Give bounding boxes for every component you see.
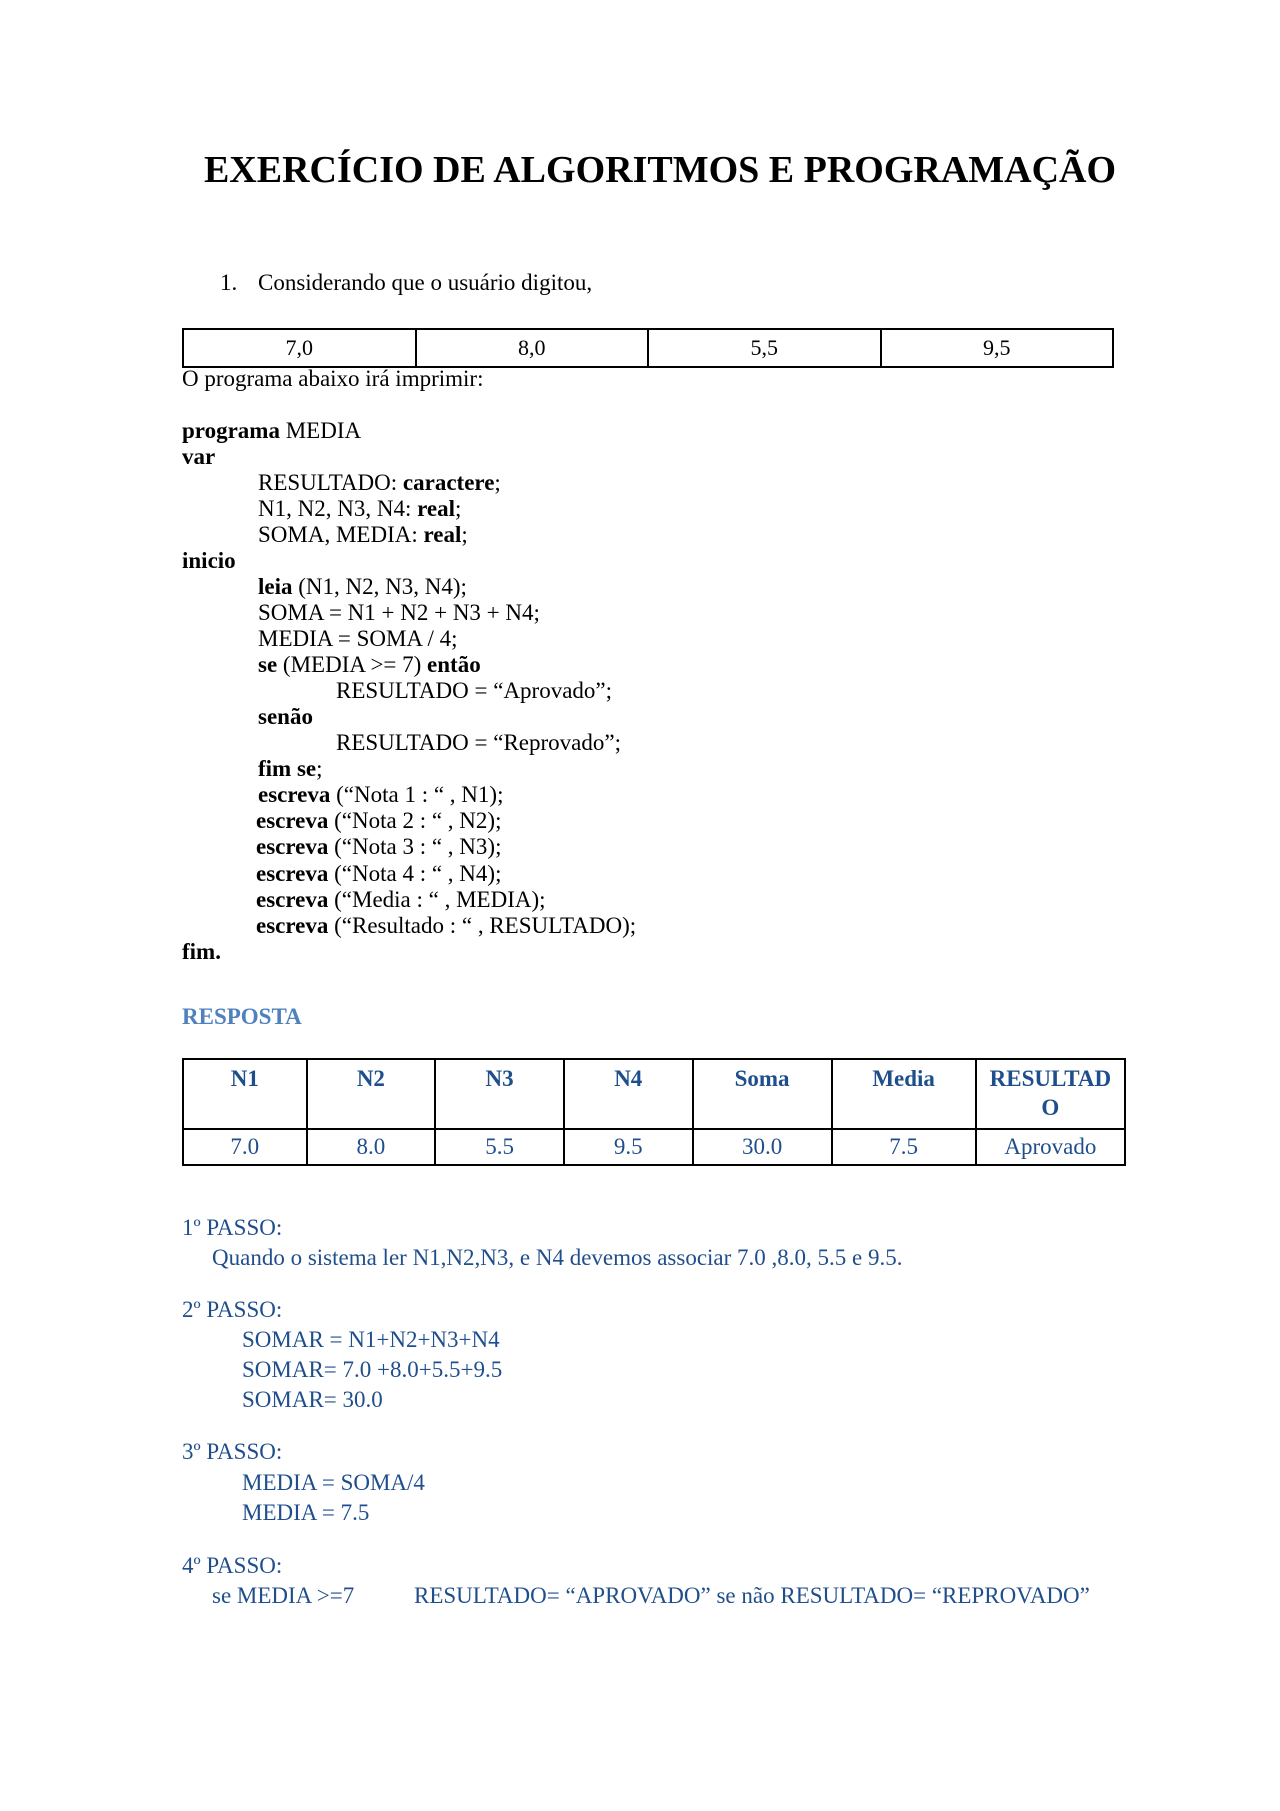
step-title: 3º PASSO: (182, 1439, 283, 1464)
code-keyword: escreva (258, 782, 331, 807)
code-keyword: real (423, 522, 462, 547)
table-cell: 7.0 (183, 1129, 307, 1165)
input-cell: 5,5 (648, 329, 881, 367)
code-text: (“Resultado : “ , RESULTADO); (328, 913, 637, 938)
step-text: MEDIA = SOMA/4 (242, 1470, 425, 1495)
answer-table (182, 1058, 1126, 1166)
column-header: N4 (564, 1059, 693, 1129)
step-text: SOMAR= 30.0 (242, 1387, 383, 1412)
code-keyword: escreva (256, 861, 329, 886)
question-text: Considerando que o usuário digitou, (258, 270, 593, 295)
table-row (183, 1129, 1125, 1165)
code-text: RESULTADO: (258, 470, 403, 495)
code-text: (N1, N2, N3, N4); (292, 574, 467, 599)
code-keyword: escreva (256, 808, 329, 833)
code-line (258, 574, 467, 600)
code-keyword: fim se (258, 756, 317, 781)
code-keyword: caractere (402, 470, 495, 495)
header-line: RESULTAD (989, 1066, 1112, 1091)
code-text: (MEDIA >= 7) (277, 652, 428, 677)
code-line (182, 939, 221, 965)
intro-text: O programa abaixo irá imprimir: (182, 366, 484, 391)
input-values-table (182, 328, 1114, 368)
code-line: RESULTADO = “Aprovado”; (336, 678, 613, 703)
code-line (258, 756, 323, 782)
code-line (258, 522, 468, 548)
input-cell: 8,0 (416, 329, 649, 367)
code-keyword: escreva (256, 834, 329, 859)
column-header: Soma (693, 1059, 832, 1129)
code-keyword: programa (182, 418, 280, 443)
code-text: ; (494, 470, 501, 495)
step-text: RESULTADO= “APROVADO” se não RESULTADO= “REPROVADO” (414, 1583, 1090, 1608)
code-keyword: se (258, 652, 278, 677)
code-text: (“Nota 2 : “ , N2); (328, 808, 502, 833)
table-row (183, 329, 1113, 367)
page-title: EXERCÍCIO DE ALGORITMOS E PROGRAMAÇÃO (203, 149, 1117, 191)
input-cell: 7,0 (183, 329, 416, 367)
step-title: 2º PASSO: (182, 1297, 283, 1322)
table-cell: Aprovado (976, 1129, 1125, 1165)
code-line (256, 913, 636, 939)
code-text: (“Nota 3 : “ , N3); (328, 834, 502, 859)
code-text: SOMA, MEDIA: (258, 522, 424, 547)
table-cell: 5.5 (435, 1129, 564, 1165)
code-line (182, 548, 236, 574)
column-header-resultado (976, 1059, 1125, 1129)
code-line: SOMA = N1 + N2 + N3 + N4; (258, 600, 540, 625)
code-line (258, 704, 313, 730)
code-line (256, 861, 501, 887)
code-text: MEDIA (279, 418, 362, 443)
code-keyword: escreva (256, 887, 329, 912)
code-keyword: inicio (182, 548, 236, 573)
step-text: Quando o sistema ler N1,N2,N3, e N4 devemos associar 7.0 ,8.0, 5.5 e 9.5. (212, 1245, 903, 1270)
code-keyword: real (417, 496, 455, 521)
column-header: N1 (183, 1059, 307, 1129)
code-line (258, 496, 461, 522)
step-text: SOMAR= 7.0 +8.0+5.5+9.5 (242, 1357, 503, 1382)
code-line (258, 652, 481, 678)
code-line (256, 887, 546, 913)
code-keyword: fim. (182, 939, 221, 964)
code-line (258, 470, 501, 496)
column-header: N2 (307, 1059, 436, 1129)
header-line: O (1041, 1095, 1060, 1120)
code-text: (“Media : “ , MEDIA); (328, 887, 546, 912)
code-line: MEDIA = SOMA / 4; (258, 626, 458, 651)
code-line (258, 782, 503, 808)
step-text: SOMAR = N1+N2+N3+N4 (242, 1327, 500, 1352)
table-cell: 7.5 (832, 1129, 976, 1165)
code-keyword: var (182, 444, 216, 469)
code-text: ; (461, 522, 468, 547)
code-text: (“Nota 1 : “ , N1); (330, 782, 504, 807)
code-keyword: escreva (256, 913, 329, 938)
question-number: 1. (220, 270, 238, 295)
code-text: ; (316, 756, 323, 781)
column-header: N3 (435, 1059, 564, 1129)
code-keyword: leia (258, 574, 293, 599)
answer-heading: RESPOSTA (182, 1004, 302, 1029)
code-line (256, 834, 501, 860)
code-keyword: senão (258, 704, 313, 729)
column-header: Media (832, 1059, 976, 1129)
code-line (182, 444, 215, 470)
code-text: ; (455, 496, 462, 521)
code-line: RESULTADO = “Reprovado”; (336, 730, 621, 755)
table-cell: 9.5 (564, 1129, 693, 1165)
code-keyword: então (427, 652, 481, 677)
table-cell: 30.0 (693, 1129, 832, 1165)
step-title: 4º PASSO: (182, 1553, 283, 1578)
step-title: 1º PASSO: (182, 1215, 283, 1240)
input-cell: 9,5 (881, 329, 1114, 367)
table-header-row (183, 1059, 1125, 1129)
table-cell: 8.0 (307, 1129, 436, 1165)
code-line (182, 418, 361, 444)
code-text: N1, N2, N3, N4: (258, 496, 418, 521)
step-text: MEDIA = 7.5 (242, 1500, 370, 1525)
code-line (256, 808, 501, 834)
code-text: (“Nota 4 : “ , N4); (328, 861, 502, 886)
step-text: se MEDIA >=7 (212, 1583, 355, 1608)
question-1 (220, 270, 592, 296)
